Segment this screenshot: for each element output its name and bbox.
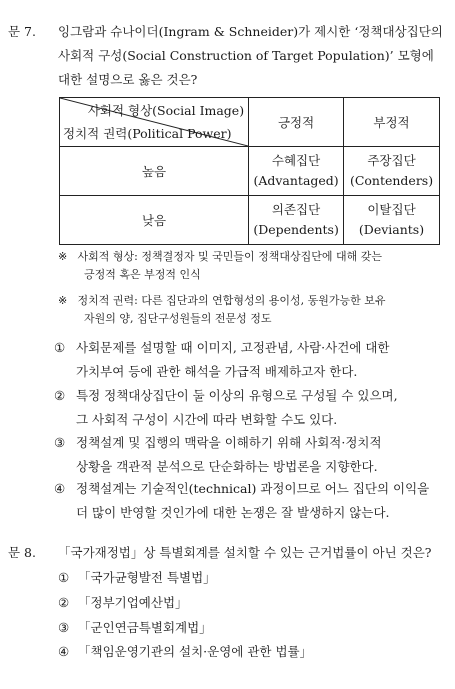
note-mark: ※ xyxy=(58,250,68,263)
option-number: ③ xyxy=(54,435,66,450)
q8-option-1[interactable] xyxy=(58,566,216,590)
cell-name: 이탈집단 xyxy=(367,202,416,217)
cell-deviants xyxy=(344,196,440,245)
q8-option-2[interactable] xyxy=(58,591,188,615)
cell-dependents xyxy=(249,196,344,245)
social-construction-table xyxy=(59,97,440,245)
stem-line: 사회적 구성(Social Construction of Target Population)’ 모형에 xyxy=(58,48,434,63)
option-text: 특정 정책대상집단이 둘 이상의 유형으로 구성될 수 있으며, xyxy=(76,388,398,403)
table-corner-header xyxy=(60,98,249,147)
cell-name: 의존집단 xyxy=(271,202,321,217)
note-mark: ※ xyxy=(58,294,68,307)
option-text: 「군인연금특별회계법」 xyxy=(78,620,212,635)
question-8-number: 문 8. xyxy=(8,545,36,560)
note-text: 긍정적 혹은 부정적 인식 xyxy=(84,268,201,281)
cell-advantaged xyxy=(249,147,344,196)
option-text: 가치부여 등에 관한 해석을 가급적 배제하고자 한다. xyxy=(76,364,358,379)
cell-english: (Advantaged) xyxy=(253,173,339,188)
option-text: 정책설계 및 집행의 맥락을 이해하기 위해 사회적·정치적 xyxy=(76,435,382,450)
question-7-number: 문 7. xyxy=(8,24,36,39)
note-text: 자원의 양, 집단구성원들의 전문성 정도 xyxy=(84,312,272,325)
option-text: 그 사회적 구성이 시간에 따라 변화할 수도 있다. xyxy=(76,412,338,427)
q7-option-1[interactable] xyxy=(54,336,390,384)
axis-political-power: 정치적 권력(Political Power) xyxy=(63,126,232,141)
option-number: ① xyxy=(58,570,70,585)
stem-line: 잉그람과 슈나이더(Ingram & Schneider)가 제시한 ‘정책대상집단의 xyxy=(58,24,443,39)
option-number: ③ xyxy=(58,620,70,635)
axis-social-image: 사회적 형상(Social Image) xyxy=(87,103,245,118)
cell-name: 주장집단 xyxy=(367,153,416,168)
question-7-stem xyxy=(58,20,445,92)
note-social-image xyxy=(58,248,382,284)
column-header-positive: 긍정적 xyxy=(249,98,344,147)
q8-option-3[interactable] xyxy=(58,616,212,640)
option-number: ④ xyxy=(58,644,70,659)
cell-english: (Dependents) xyxy=(253,222,339,237)
option-text: 사회문제를 설명할 때 이미지, 고정관념, 사람·사건에 대한 xyxy=(76,340,390,355)
option-text: 더 많이 반영할 것인가에 대한 논쟁은 잘 발생하지 않는다. xyxy=(76,505,390,520)
cell-english: (Deviants) xyxy=(358,222,425,237)
q7-option-2[interactable] xyxy=(54,384,398,432)
option-text: 「국가균형발전 특별법」 xyxy=(78,570,216,585)
option-text: 「책임운영기관의 설치·운영에 관한 법률」 xyxy=(78,644,313,659)
note-text: 정치적 권력: 다른 집단과의 연합형성의 용이성, 동원가능한 보유 xyxy=(77,294,386,307)
option-number: ② xyxy=(54,388,66,403)
q8-option-4[interactable] xyxy=(58,640,312,664)
option-text: 정책설계는 기술적인(technical) 과정이므로 어느 집단의 이익을 xyxy=(76,481,430,496)
option-number: ④ xyxy=(54,481,66,496)
q7-option-3[interactable] xyxy=(54,431,382,479)
q7-option-4[interactable] xyxy=(54,477,429,525)
option-text: 상황을 객관적 분석으로 단순화하는 방법론을 지향한다. xyxy=(76,459,378,474)
cell-english: (Contenders) xyxy=(349,173,434,188)
row-header-low: 낮음 xyxy=(60,196,249,245)
column-header-negative: 부정적 xyxy=(344,98,440,147)
table-row xyxy=(60,196,440,245)
option-number: ① xyxy=(54,340,66,355)
cell-contenders xyxy=(344,147,440,196)
row-header-high: 높음 xyxy=(60,147,249,196)
note-text: 사회적 형상: 정책결정자 및 국민들이 정책대상집단에 대해 갖는 xyxy=(77,250,382,263)
option-number: ② xyxy=(58,595,70,610)
option-text: 「정부기업예산법」 xyxy=(78,595,188,610)
cell-name: 수혜집단 xyxy=(271,153,321,168)
stem-line: 대한 설명으로 옳은 것은? xyxy=(58,72,198,87)
table-row xyxy=(60,147,440,196)
note-political-power xyxy=(58,292,385,328)
question-8-stem: 「국가재정법」상 특별회계를 설치할 수 있는 근거법률이 아닌 것은? xyxy=(58,545,432,560)
